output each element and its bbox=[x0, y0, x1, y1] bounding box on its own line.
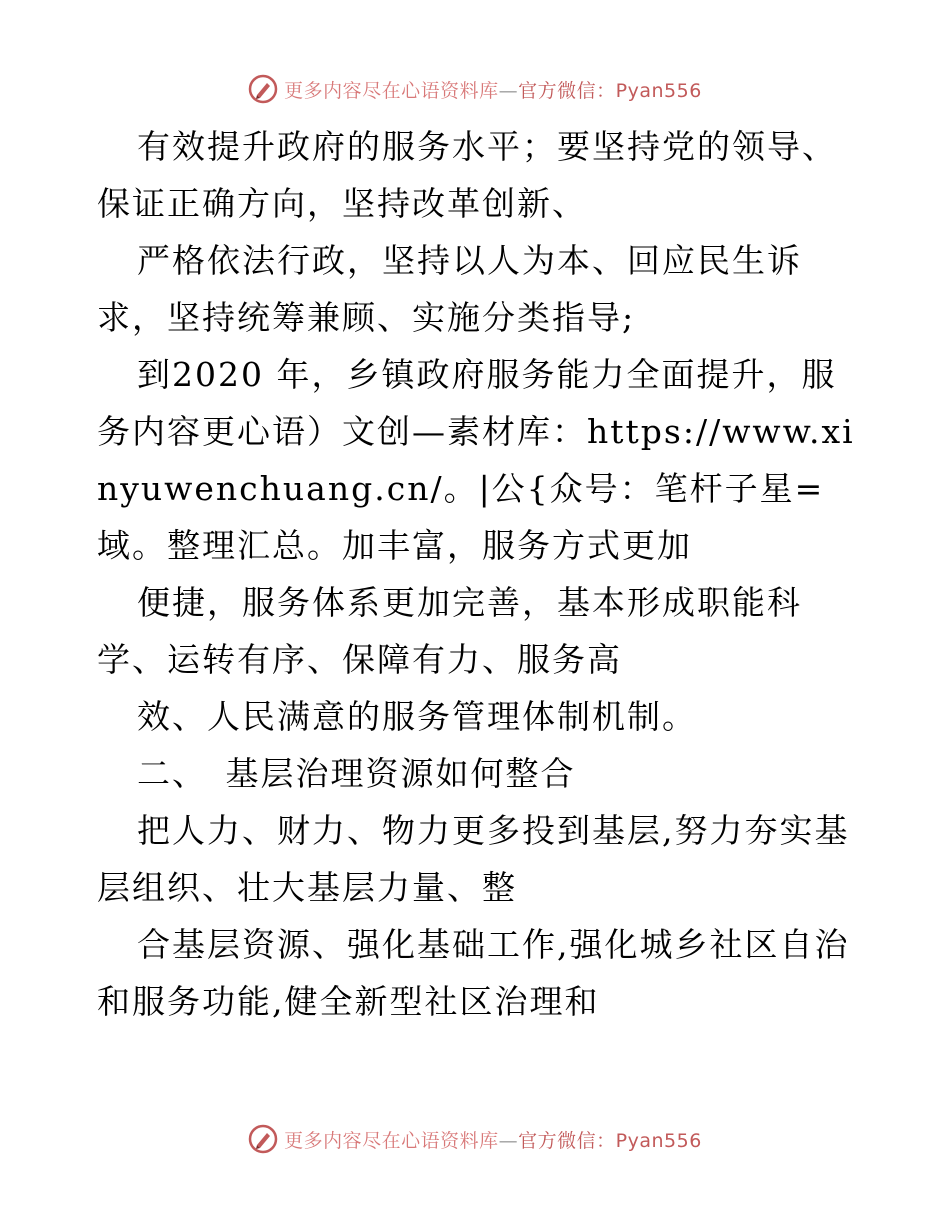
paragraph-1: 有效提升政府的服务水平；要坚持党的领导、保证正确方向，坚持改革创新、 bbox=[97, 127, 837, 223]
document-body bbox=[97, 118, 857, 1030]
pen-seal-icon bbox=[248, 74, 278, 104]
pen-seal-icon bbox=[248, 1124, 278, 1154]
header-brand: 更多内容尽在心语资料库 bbox=[284, 79, 499, 102]
header-watermark bbox=[0, 72, 950, 106]
paragraph-4: 便捷，服务体系更加完善，基本形成职能科学、运转有序、保障有力、服务高 bbox=[97, 583, 802, 679]
footer-separator: — bbox=[498, 1129, 519, 1152]
paragraph-5: 效、人民满意的服务管理体制机制。 bbox=[137, 697, 697, 736]
footer-brand: 更多内容尽在心语资料库 bbox=[284, 1129, 499, 1152]
header-separator: — bbox=[498, 79, 519, 102]
paragraph-3: 到2020 年，乡镇政府服务能力全面提升，服务内容更心语）文创—素材库：https://www.xinyuwenchuang.cn/。|公{众号：笔杆子星=域。整理汇总。加丰富，服务方式更加 bbox=[97, 355, 855, 565]
section-heading: 二、 基层治理资源如何整合 bbox=[137, 754, 576, 793]
header-wechat: 官方微信：Pyan556 bbox=[518, 79, 702, 102]
paragraph-6: 把人力、财力、物力更多投到基层,努力夯实基层组织、壮大基层力量、整 bbox=[97, 811, 850, 907]
footer-wechat: 官方微信：Pyan556 bbox=[518, 1129, 702, 1152]
footer-watermark bbox=[0, 1122, 950, 1156]
paragraph-7: 合基层资源、强化基础工作,强化城乡社区自治和服务功能,健全新型社区治理和 bbox=[97, 925, 850, 1021]
paragraph-2: 严格依法行政，坚持以人为本、回应民生诉求，坚持统筹兼顾、实施分类指导; bbox=[97, 241, 802, 337]
